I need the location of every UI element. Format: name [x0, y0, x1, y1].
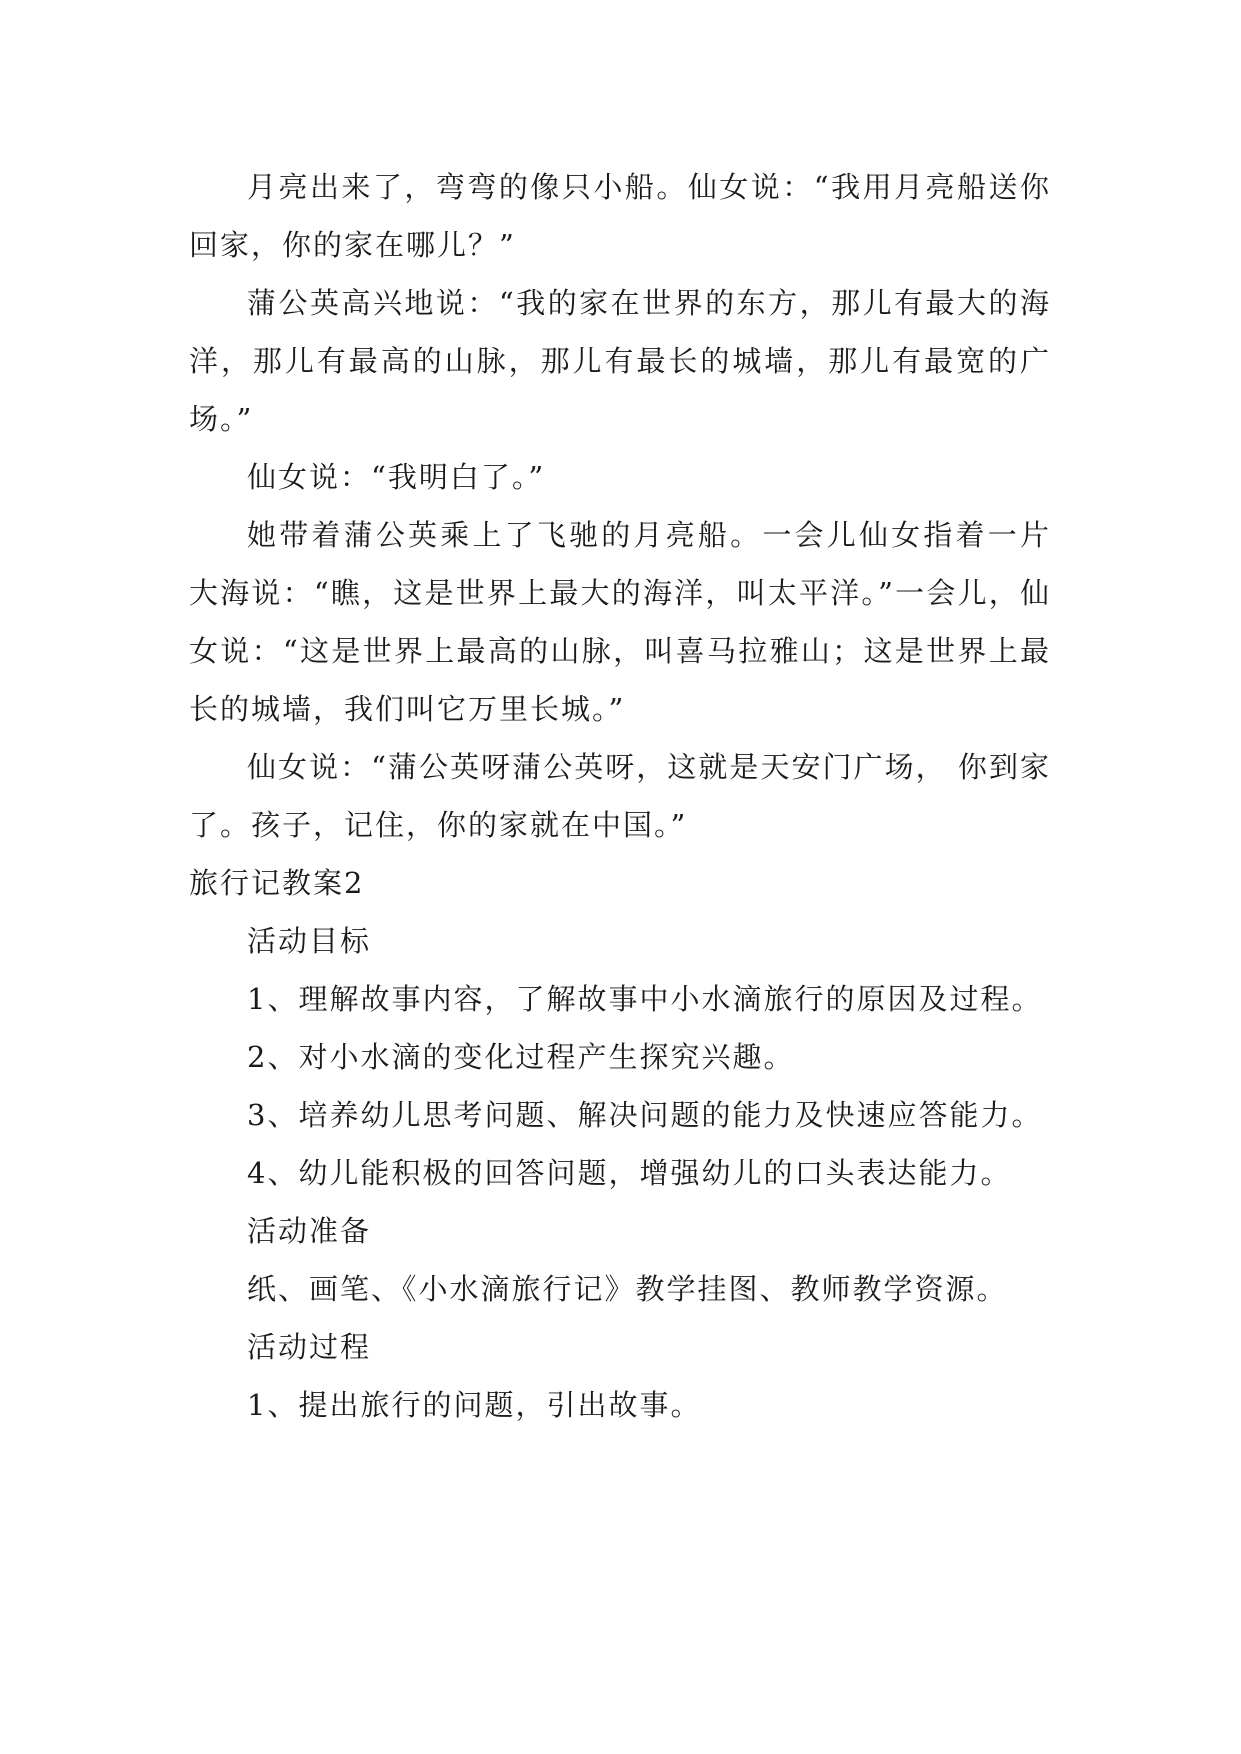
- paragraph-moon-boat: 月亮出来了，弯弯的像只小船。仙女说：“我用月亮船送你回家，你的家在哪儿？”: [189, 170, 1051, 262]
- subheading-activity-goals: 活动目标: [247, 924, 372, 958]
- goal-item-4: 4、幼儿能积极的回答问题，增强幼儿的口头表达能力。: [247, 1156, 1012, 1190]
- goal-item-3: 3、培养幼儿思考问题、解决问题的能力及快速应答能力。: [247, 1098, 1043, 1132]
- section-heading-lesson-plan-2: 旅行记教案2: [189, 866, 365, 900]
- paragraph-dandelion-reply: 蒲公英高兴地说：“我的家在世界的东方，那儿有最大的海洋，那儿有最高的山脉，那儿有最长的城墙，那儿有最宽的广场。”: [189, 286, 1051, 436]
- process-step-1: 1、提出旅行的问题，引出故事。: [247, 1388, 702, 1422]
- goal-item-2: 2、对小水滴的变化过程产生探究兴趣。: [247, 1040, 795, 1074]
- paragraph-journey: 她带着蒲公英乘上了飞驰的月亮船。一会儿仙女指着一片大海说：“瞧，这是世界上最大的海洋，叫太平洋。”一会儿，仙女说：“这是世界上最高的山脉，叫喜马拉雅山；这是世界上最长的城墙，我们叫它万里长城。”: [189, 518, 1051, 726]
- goal-item-1: 1、理解故事内容，了解故事中小水滴旅行的原因及过程。: [247, 982, 1043, 1016]
- preparation-materials: 纸、画笔、《小水滴旅行记》教学挂图、教师教学资源。: [247, 1272, 1008, 1306]
- paragraph-fairy-understands: 仙女说：“我明白了。”: [247, 460, 546, 494]
- paragraph-arrived-home: 仙女说：“蒲公英呀蒲公英呀，这就是天安门广场， 你到家了。孩子，记住，你的家就在中国。”: [189, 750, 1051, 842]
- document-body: [189, 158, 1051, 1434]
- subheading-activity-preparation: 活动准备: [247, 1214, 372, 1248]
- subheading-activity-process: 活动过程: [247, 1330, 372, 1364]
